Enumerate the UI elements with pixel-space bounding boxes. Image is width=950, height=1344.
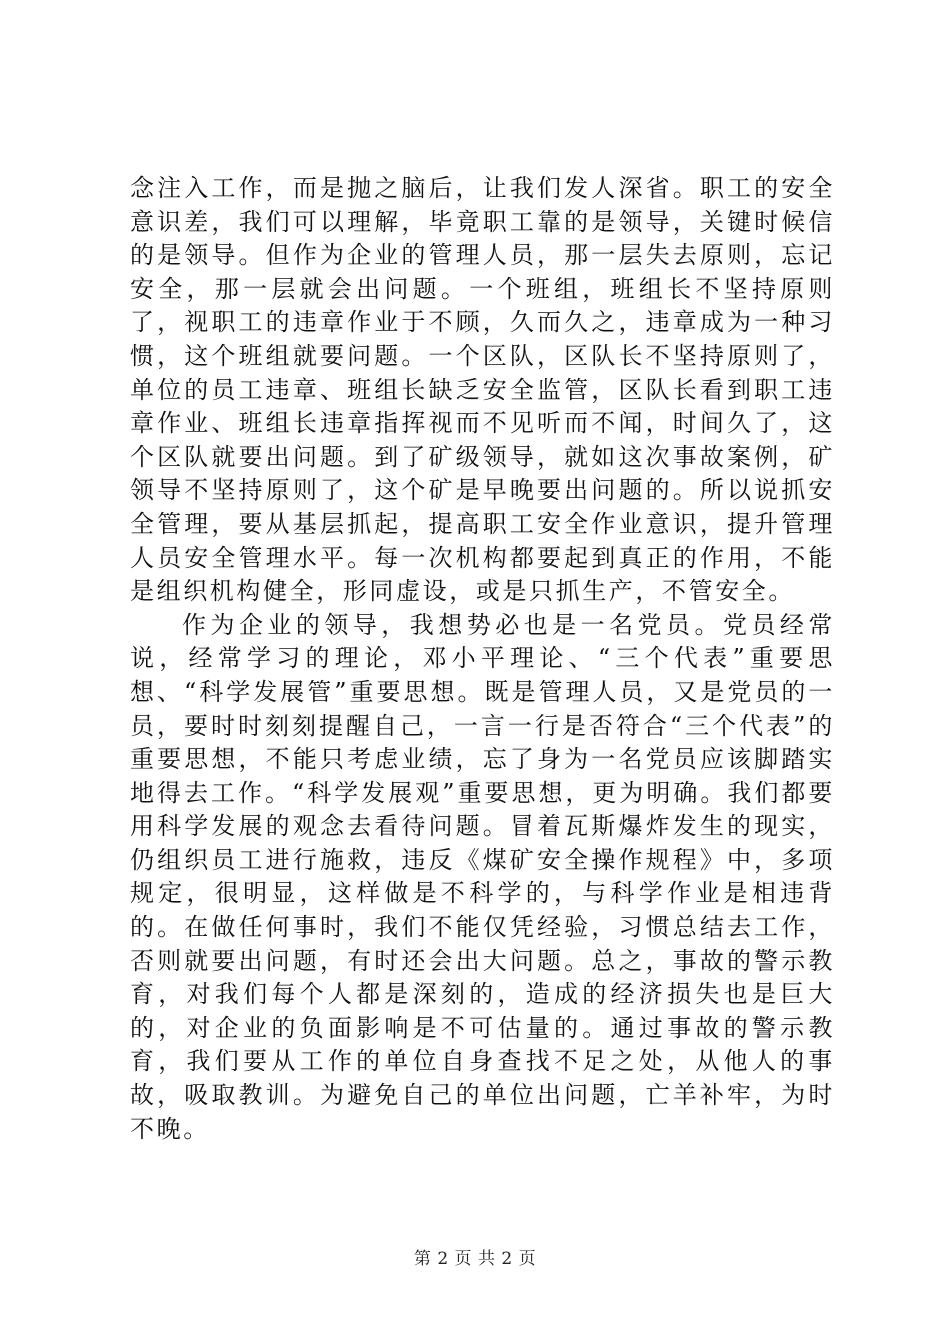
- page-number-footer: 第 2 页 共 2 页: [413, 1249, 537, 1269]
- document-body: [130, 172, 835, 1146]
- paragraph-continued: 念注入工作，而是抛之脑后，让我们发人深省。职工的安全意识差，我们可以理解，毕竟职工靠的是领导，关键时候信的是领导。但作为企业的管理人员，那一层失去原则，忘记安全，那一层就会出问题。一个班组，班组长不坚持原则了，视职工的违章作业于不顾，久而久之，违章成为一种习惯，这个班组就要问题。一个区队，区队长不坚持原则了，单位的员工违章、班组长缺乏安全监管，区队长看到职工违章作业、班组长违章指挥视而不见听而不闻，时间久了，这个区队就要出问题。到了矿级领导，就如这次事故案例，矿领导不坚持原则了，这个矿是早晚要出问题的。所以说抓安全管理，要从基层抓起，提高职工安全作业意识，提升管理人员安全管理水平。每一次机构都要起到真正的作用，不能是组织机构健全，形同虚设，或是只抓生产，不管安全。: [130, 174, 835, 606]
- paragraph: 作为企业的领导，我想势必也是一名党员。党员经常说，经常学习的理论，邓小平理论、“三个代表”重要思想、“科学发展管”重要思想。既是管理人员，又是党员的一员，要时时刻刻提醒自己，一言一行是否符合“三个代表”的重要思想，不能只考虑业绩，忘了身为一名党员应该脚踏实地得去工作。“科学发展观”重要思想，更为明确。我们都要用科学发展的观念去看待问题。冒着瓦斯爆炸发生的现实，仍组织员工进行施救，违反《煤矿安全操作规程》中，多项规定，很明显，这样做是不科学的，与科学作业是相违背的。在做任何事时，我们不能仅凭经验，习惯总结去工作，否则就要出问题，有时还会出大问题。总之，事故的警示教育，对我们每个人都是深刻的，造成的经济损失也是巨大的，对企业的负面影响是不可估量的。通过事故的警示教育，我们要从工作的单位自身查找不足之处，从他人的事故，吸取教训。为避免自己的单位出问题，亡羊补牢，为时不晚。: [130, 610, 835, 1143]
